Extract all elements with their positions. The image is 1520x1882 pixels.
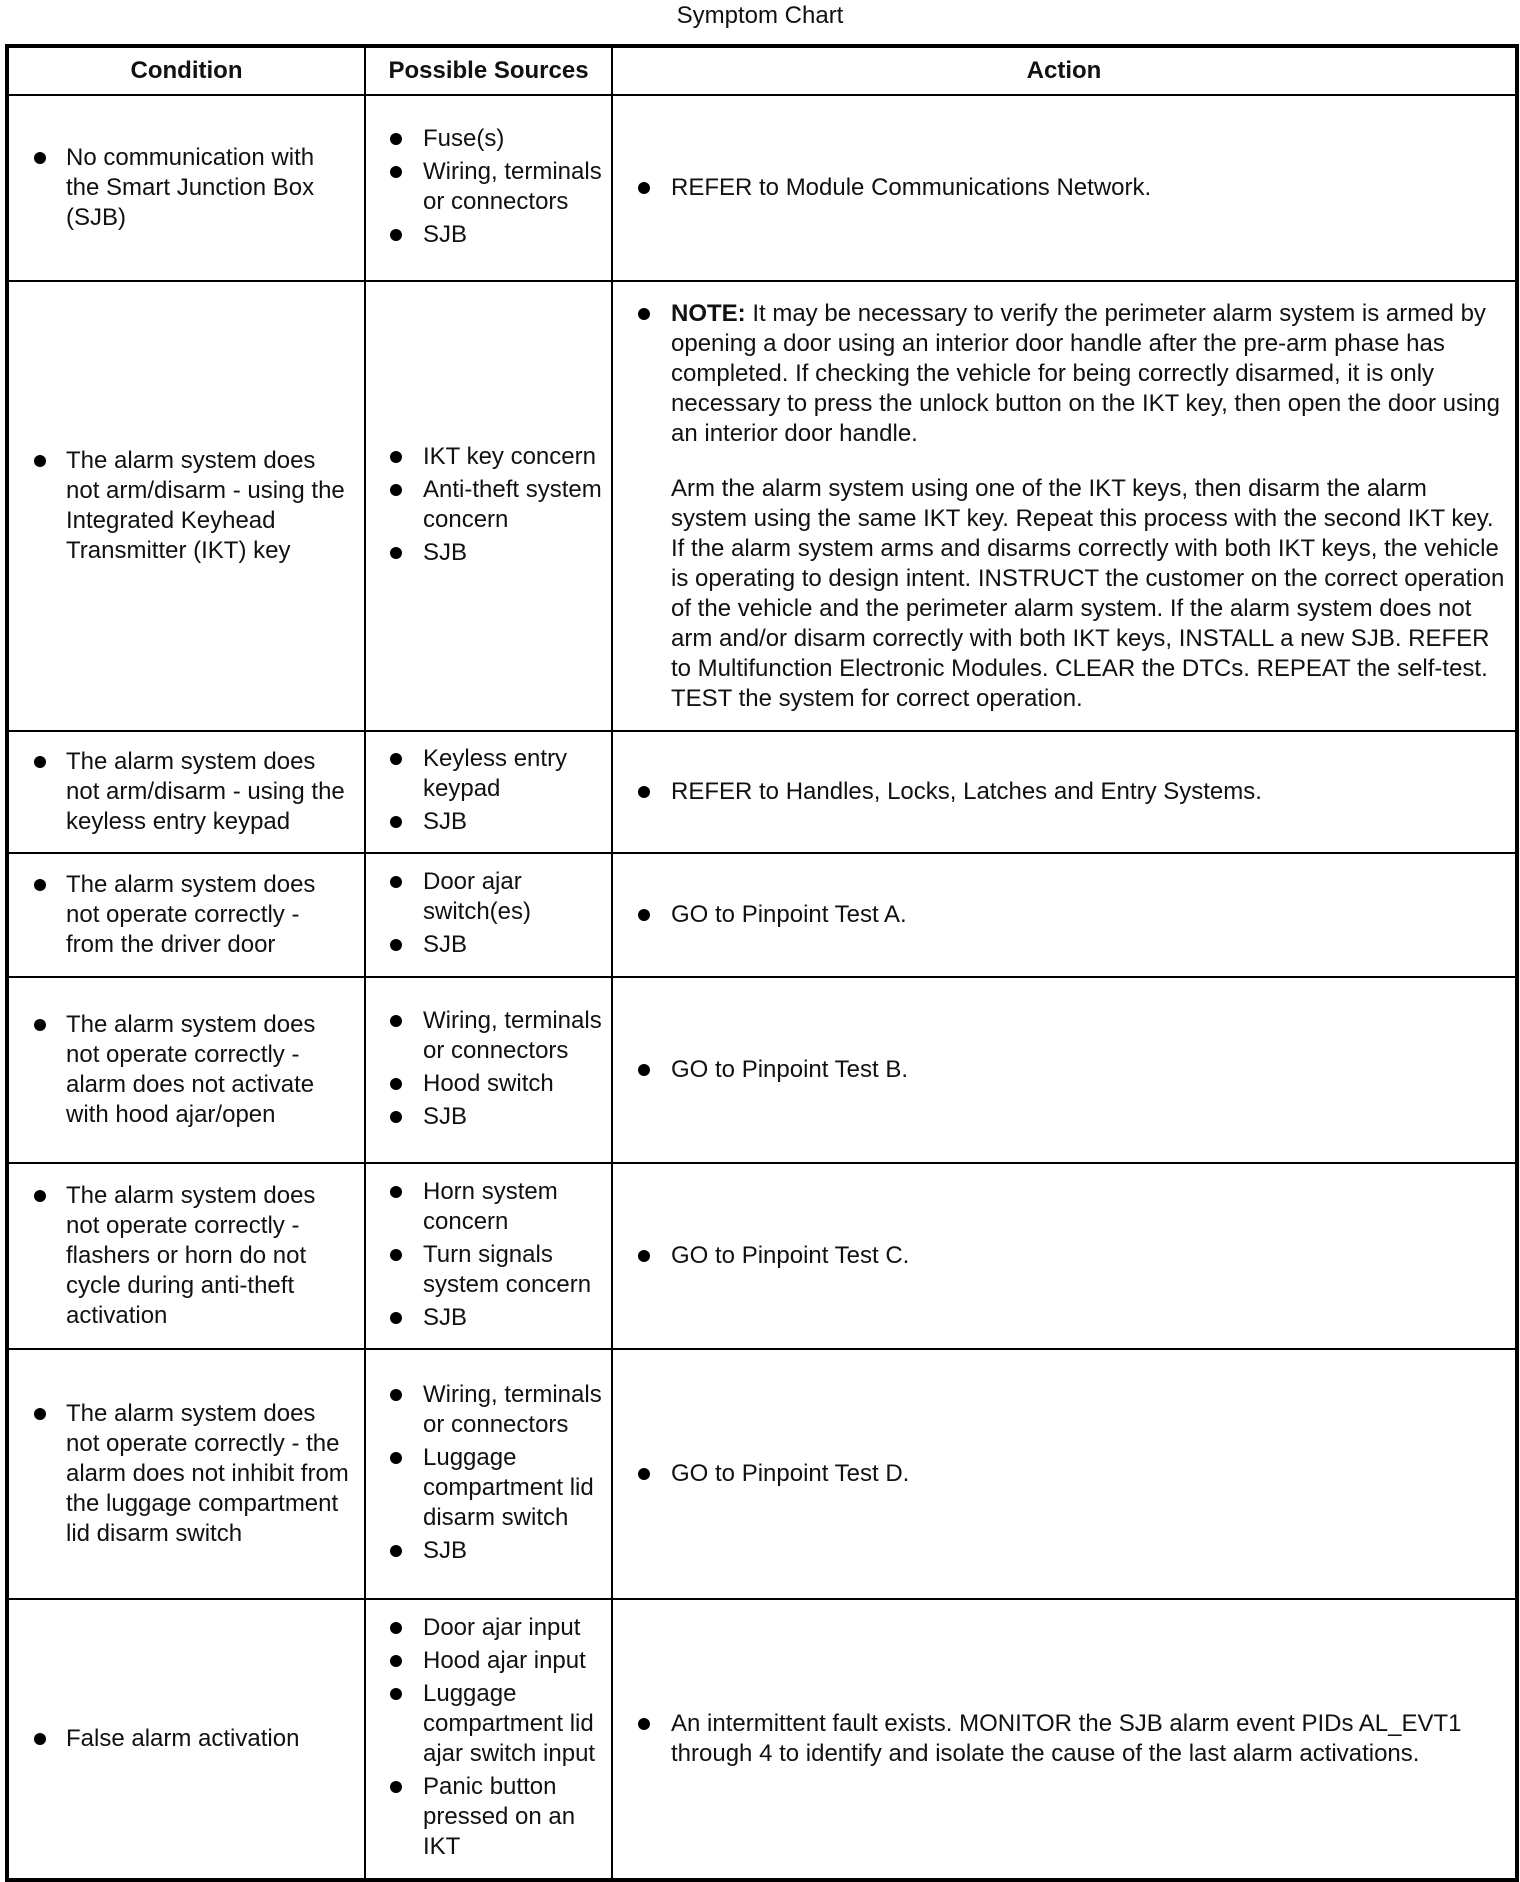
possible-sources-cell [365, 977, 612, 1163]
source-item: Panic button pressed on an IKT [366, 1772, 611, 1862]
action-cell [612, 1163, 1517, 1349]
source-item: SJB [366, 930, 611, 960]
table-row [7, 731, 1517, 853]
action-text: An intermittent fault exists. MONITOR the SJB alarm event PIDs AL_EVT1 through 4 to identify and isolate the cause of the last alarm activations. [671, 1710, 1462, 1767]
condition-text: No communication with the Smart Junction Box (SJB) [9, 143, 364, 233]
header-row [7, 46, 1517, 95]
action-item [613, 173, 1515, 203]
condition-text: False alarm activation [9, 1724, 364, 1754]
action-item [613, 900, 1515, 930]
source-item: Wiring, terminals or connectors [366, 1006, 611, 1066]
action-cell [612, 853, 1517, 977]
condition-text: The alarm system does not arm/disarm - using the Integrated Keyhead Transmitter (IKT) key [9, 446, 364, 566]
source-item: Luggage compartment lid ajar switch input [366, 1679, 611, 1769]
action-text: REFER to Handles, Locks, Latches and Entry Systems. [671, 778, 1262, 805]
condition-cell [7, 977, 365, 1163]
action-item [613, 1241, 1515, 1271]
header-condition: Condition [7, 46, 365, 95]
condition-cell [7, 281, 365, 731]
note-label: NOTE: [671, 299, 746, 327]
possible-sources-cell [365, 1599, 612, 1880]
condition-cell [7, 1599, 365, 1880]
source-item: Wiring, terminals or connectors [366, 1380, 611, 1440]
table-row [7, 1163, 1517, 1349]
action-cell [612, 95, 1517, 281]
condition-cell [7, 853, 365, 977]
condition-cell [7, 95, 365, 281]
table-row [7, 95, 1517, 281]
action-text: GO to Pinpoint Test B. [671, 1056, 909, 1083]
condition-text: The alarm system does not operate correctly - from the driver door [9, 870, 364, 960]
condition-cell [7, 1163, 365, 1349]
possible-sources-cell [365, 1349, 612, 1599]
action-text: GO to Pinpoint Test D. [671, 1460, 910, 1487]
action-cell [612, 1599, 1517, 1880]
action-text: It may be necessary to verify the perimeter alarm system is armed by opening a door using an interior door handle after the pre-arm phase has completed. If checking the vehicle for being correctly disarmed, it is only necessary to press the unlock button on the IKT key, then open the door using an interior door handle. [671, 299, 1500, 447]
table-caption: Symptom Chart [676, 2, 844, 29]
header-possible-sources: Possible Sources [365, 46, 612, 95]
source-item: SJB [366, 1536, 611, 1566]
action-item [613, 299, 1515, 714]
action-item [613, 777, 1515, 807]
action-item [613, 1709, 1515, 1769]
source-item: SJB [366, 1303, 611, 1333]
action-cell [612, 1349, 1517, 1599]
action-extra-text: Arm the alarm system using one of the IKT keys, then disarm the alarm system using the same IKT key. Repeat this process with the second IKT key. If the alarm system arms and disarms correctly with both IKT keys, the vehicle is operating to design intent. INSTRUCT the customer on the correct operation of the vehicle and the perimeter alarm system. If the alarm system does not arm and/or disarm correctly with both IKT keys, INSTALL a new SJB. REFER to Multifunction Electronic Modules. CLEAR the DTCs. REPEAT the self-test. TEST the system for correct operation. [671, 474, 1505, 712]
condition-cell [7, 1349, 365, 1599]
source-item: Anti-theft system concern [366, 475, 611, 535]
possible-sources-cell [365, 95, 612, 281]
source-item: SJB [366, 807, 611, 837]
table-body [7, 95, 1517, 1880]
symptom-table [5, 44, 1519, 1882]
source-item: SJB [366, 1102, 611, 1132]
header-action: Action [612, 46, 1517, 95]
possible-sources-cell [365, 853, 612, 977]
possible-sources-cell [365, 731, 612, 853]
condition-text: The alarm system does not arm/disarm - using the keyless entry keypad [9, 747, 364, 837]
action-text: GO to Pinpoint Test A. [671, 901, 907, 928]
source-item: Door ajar input [366, 1613, 611, 1643]
action-item [613, 1055, 1515, 1085]
source-item: Luggage compartment lid disarm switch [366, 1443, 611, 1533]
source-item: SJB [366, 220, 611, 250]
action-text: GO to Pinpoint Test C. [671, 1242, 910, 1269]
source-item: Door ajar switch(es) [366, 867, 611, 927]
action-cell [612, 977, 1517, 1163]
action-cell [612, 731, 1517, 853]
possible-sources-cell [365, 281, 612, 731]
action-cell [612, 281, 1517, 731]
source-item: Hood ajar input [366, 1646, 611, 1676]
source-item: Horn system concern [366, 1177, 611, 1237]
possible-sources-cell [365, 1163, 612, 1349]
table-row [7, 1349, 1517, 1599]
source-item: Turn signals system concern [366, 1240, 611, 1300]
table-row [7, 1599, 1517, 1880]
source-item: Wiring, terminals or connectors [366, 157, 611, 217]
source-item: Keyless entry keypad [366, 744, 611, 804]
action-text: REFER to Module Communications Network. [671, 174, 1152, 201]
condition-text: The alarm system does not operate correctly - alarm does not activate with hood ajar/open [9, 1010, 364, 1130]
source-item: IKT key concern [366, 442, 611, 472]
condition-text: The alarm system does not operate correctly - flashers or horn do not cycle during anti-theft activation [9, 1181, 364, 1331]
source-item: SJB [366, 538, 611, 568]
source-item: Fuse(s) [366, 124, 611, 154]
source-item: Hood switch [366, 1069, 611, 1099]
table-row [7, 977, 1517, 1163]
table-row [7, 853, 1517, 977]
action-item [613, 1459, 1515, 1489]
condition-text: The alarm system does not operate correctly - the alarm does not inhibit from the luggage compartment lid disarm switch [9, 1399, 364, 1549]
condition-cell [7, 731, 365, 853]
table-row [7, 281, 1517, 731]
